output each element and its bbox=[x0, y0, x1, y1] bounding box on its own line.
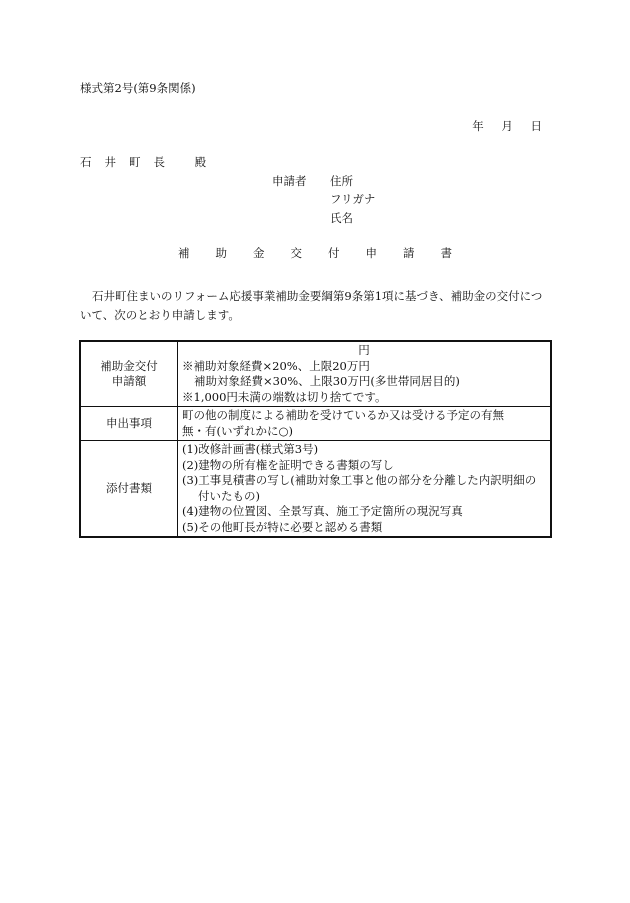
amount-note-1: ※補助対象経費×20%、上限20万円 bbox=[182, 358, 370, 373]
application-table bbox=[79, 340, 552, 538]
amount-label-cell bbox=[80, 341, 178, 407]
declaration-line-2: 無・有(いずれかに○) bbox=[182, 423, 294, 438]
amount-note-3: ※1,000円未満の端数は切り捨てです。 bbox=[182, 389, 387, 404]
declaration-label-cell: 申出事項 bbox=[80, 407, 178, 441]
recipient: 石井町長 殿 bbox=[80, 155, 220, 169]
amount-label-line2: 申請額 bbox=[111, 374, 147, 388]
date-month: 月 bbox=[501, 119, 513, 133]
attachment-item-2: (2)建物の所有権を証明できる書類の写し bbox=[182, 457, 394, 472]
amount-label-line1: 補助金交付 bbox=[100, 358, 158, 373]
declaration-line-1: 町の他の制度による補助を受けているか又は受ける予定の有無 bbox=[182, 408, 504, 422]
attachment-item-3: (3)工事見積書の写し(補助対象工事と他の部分を分離した内訳明細の付いたもの) bbox=[182, 473, 537, 503]
document-title: 補助金交付申請書 bbox=[178, 246, 478, 260]
amount-note-2: 補助対象経費×30%、上限30万円(多世帯同居目的) bbox=[194, 374, 460, 388]
applicant-name-label: 氏名 bbox=[330, 211, 353, 225]
table-row-attachments bbox=[80, 441, 551, 538]
attachments-value-cell bbox=[178, 441, 552, 538]
body-text: 石井町住まいのリフォーム応援事業補助金要綱第9条第1項に基づき、補助金の交付について、次のとおり申請します。 bbox=[80, 289, 543, 322]
table-row-declaration bbox=[80, 407, 551, 441]
date-year: 年 bbox=[472, 119, 484, 133]
form-number: 様式第2号(第9条関係) bbox=[80, 81, 196, 95]
applicant-label: 申請者 bbox=[272, 174, 307, 188]
declaration-value-cell[interactable] bbox=[178, 407, 552, 441]
applicant-address-label: 住所 bbox=[330, 174, 353, 188]
attachment-item-5: (5)その他町長が特に必要と認める書類 bbox=[182, 519, 383, 534]
table-row-amount bbox=[80, 341, 551, 407]
date-day: 日 bbox=[530, 119, 542, 133]
date-line bbox=[466, 121, 550, 133]
attachment-item-4: (4)建物の位置図、全景写真、施工予定箇所の現況写真 bbox=[182, 504, 463, 518]
amount-value-cell[interactable] bbox=[178, 341, 552, 407]
applicant-furigana-label: フリガナ bbox=[330, 192, 376, 206]
attachments-label-cell: 添付書類 bbox=[80, 441, 178, 538]
attachment-item-1: (1)改修計画書(様式第3号) bbox=[182, 442, 319, 456]
yen-unit: 円 bbox=[358, 343, 370, 357]
